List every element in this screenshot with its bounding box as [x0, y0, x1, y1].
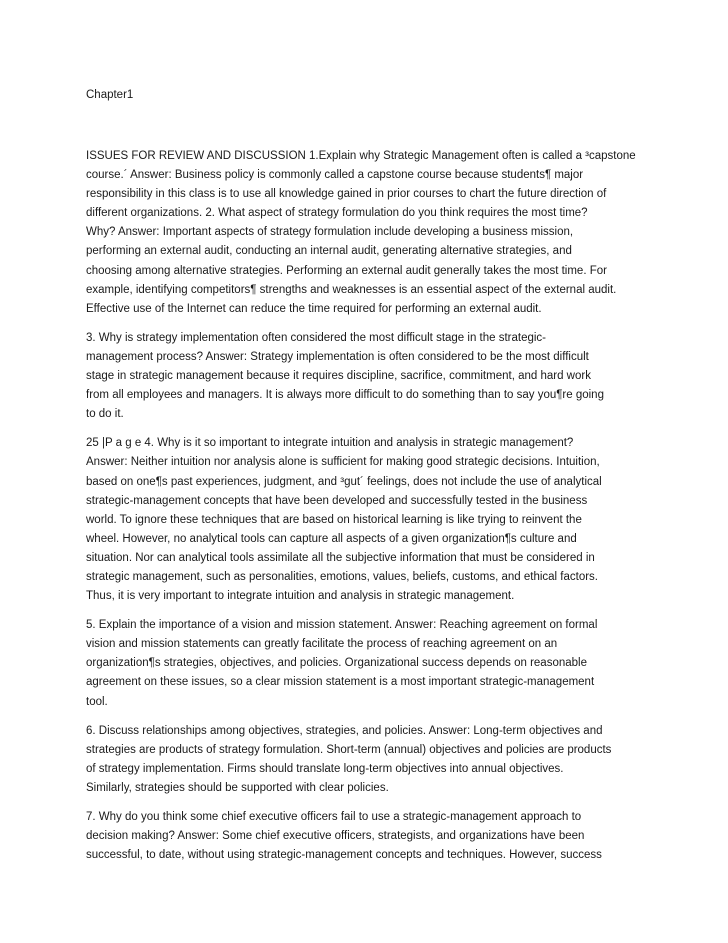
text-line: different organizations. 2. What aspect of strategy formulation do you think requires the most time?: [86, 207, 588, 220]
text-line: based on one¶s past experiences, judgment, and ³gut´ feelings, does not include the use of analytical: [86, 475, 602, 488]
text-line: of strategy implementation. Firms should translate long-term objectives into annual objectives.: [86, 762, 564, 775]
text-line: from all employees and managers. It is always more difficult to do something than to say you¶re going: [86, 389, 604, 402]
document-body: [86, 147, 654, 875]
text-line: 3. Why is strategy implementation often considered the most difficult stage in the strategic-: [86, 331, 547, 344]
text-line: strategic-management concepts that have been developed and successfully tested in the business: [86, 494, 588, 507]
text-line: example, identifying competitors¶ strengths and weaknesses is an essential aspect of the external audit.: [86, 283, 617, 296]
text-line: tool.: [86, 695, 108, 708]
paragraph-question-5: [86, 616, 654, 711]
text-line: stage in strategic management because it requires discipline, sacrifice, commitment, and hard work: [86, 370, 591, 383]
text-line: world. To ignore these techniques that are based on historical learning is like trying to reinvent the: [86, 513, 582, 526]
text-line: 5. Explain the importance of a vision and mission statement. Answer: Reaching agreement on formal: [86, 619, 598, 632]
text-line: Similarly, strategies should be supported with clear policies.: [86, 781, 389, 794]
text-line: responsibility in this class is to use all knowledge gained in prior courses to chart the future direction of: [86, 188, 607, 201]
text-line: successful, to date, without using strategic-management concepts and techniques. However, success: [86, 849, 602, 862]
text-line: decision making? Answer: Some chief executive officers, strategists, and organizations have been: [86, 830, 585, 843]
text-line: strategic management, such as personalities, emotions, values, beliefs, customs, and ethical factors.: [86, 570, 599, 583]
text-line: strategies are products of strategy formulation. Short-term (annual) objectives and policies are products: [86, 743, 612, 756]
text-line: situation. Nor can analytical tools assimilate all the subjective information that must be considered in: [86, 551, 595, 564]
text-line: 6. Discuss relationships among objectives, strategies, and policies. Answer: Long-term objectives and: [86, 724, 603, 737]
text-line: Answer: Neither intuition nor analysis alone is sufficient for making good strategic decisions. Intuition,: [86, 456, 600, 469]
paragraph-review-questions-1-2: [86, 147, 654, 319]
text-line: Why? Answer: Important aspects of strategy formulation include developing a business mission,: [86, 226, 574, 239]
paragraph-question-3: [86, 329, 654, 424]
text-line: ISSUES FOR REVIEW AND DISCUSSION 1.Explain why Strategic Management often is called a ³capstone: [86, 150, 636, 162]
paragraph-question-7: [86, 808, 654, 865]
text-line: Thus, it is very important to integrate intuition and analysis in strategic management.: [86, 590, 515, 603]
text-line: agreement on these issues, so a clear mission statement is a most important strategic-management: [86, 676, 595, 689]
text-line: to do it.: [86, 408, 124, 421]
text-line: course.´ Answer: Business policy is commonly called a capstone course because students¶ major: [86, 169, 584, 182]
text-line: Effective use of the Internet can reduce the time required for performing an external audit.: [86, 302, 542, 315]
paragraph-question-4: [86, 434, 654, 606]
text-line: choosing among alternative strategies. Performing an external audit generally takes the most time. For: [86, 264, 607, 277]
text-line: 25 |P a g e 4. Why is it so important to integrate intuition and analysis in strategic management?: [86, 437, 574, 450]
text-line: management process? Answer: Strategy implementation is often considered to be the most difficult: [86, 350, 589, 363]
text-line: performing an external audit, conducting an internal audit, generating alternative strategies, and: [86, 245, 572, 258]
text-line: 7. Why do you think some chief executive officers fail to use a strategic-management approach to: [86, 811, 582, 823]
text-line: organization¶s strategies, objectives, and policies. Organizational success depends on reasonable: [86, 657, 587, 670]
chapter-heading: Chapter1: [86, 89, 134, 101]
text-line: wheel. However, no analytical tools can capture all aspects of a given organization¶s culture and: [86, 532, 577, 545]
paragraph-question-6: [86, 722, 654, 798]
text-line: vision and mission statements can greatly facilitate the process of reaching agreement on an: [86, 638, 558, 651]
